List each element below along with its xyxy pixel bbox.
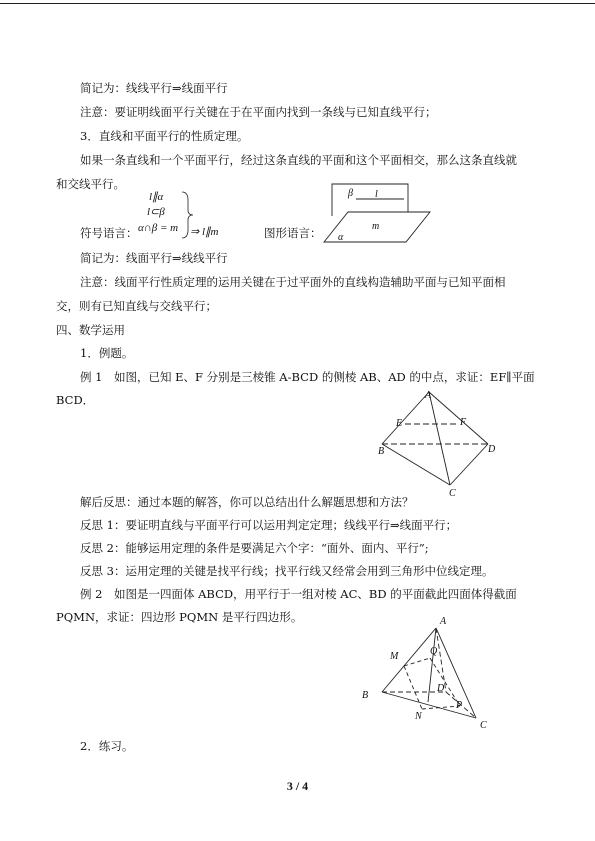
planes-figure	[320, 178, 430, 248]
text-line: 注意：要证明线面平行关键在于在平面内找到一条线与已知直线平行；	[80, 105, 437, 119]
label-A: A	[425, 390, 432, 401]
text-line: 和交线平行。	[56, 177, 125, 191]
text-line: 交，则有已知直线与交线平行；	[56, 299, 217, 313]
label-Q: Q	[430, 646, 438, 657]
text-line: 简记为：线面平行⇒线线平行	[80, 251, 228, 265]
text-line: 反思 2：能够运用定理的条件是要满足六个字：“面外、面内、平行”;	[80, 541, 429, 555]
text-line: 反思 1：要证明直线与平面平行可以运用判定定理；线线平行⇒线面平行；	[80, 518, 458, 532]
graphic-language-label: 图形语言：	[264, 226, 322, 240]
condition-1: l∥α	[149, 191, 164, 203]
label-B: B	[362, 690, 369, 701]
section-heading: 3．直线和平面平行的性质定理。	[80, 129, 249, 143]
text-line: 简记为：线线平行⇒线面平行	[80, 81, 228, 95]
condition-3: α∩β = m	[138, 222, 179, 234]
text-line: BCD．	[56, 393, 95, 407]
label-M: M	[390, 651, 399, 662]
example-1: 例 1 如图，已知 E、F 分别是三棱锥 A-BCD 的侧棱 AB、AD 的中点，求证：EF∥平面	[80, 370, 535, 384]
label-C: C	[480, 720, 487, 731]
text-line: 反思 3：运用定理的关键是找平行线；找平行线又经常会用到三角形中位线定理。	[80, 564, 494, 578]
text-line: 2．练习。	[80, 739, 134, 753]
label-E: E	[396, 418, 403, 429]
text-line: 1．例题。	[80, 346, 134, 360]
label-D: D	[437, 683, 445, 694]
conclusion: ⇒ l∥m	[190, 226, 219, 238]
text-line: PQMN，求证：四边形 PQMN 是平行四边形。	[56, 610, 303, 624]
header-rule	[0, 3, 595, 4]
tetrahedron-figure-2	[360, 614, 500, 734]
text-line: 如果一条直线和一个平面平行，经过这条直线的平面和这个平面相交，那么这条直线就	[80, 153, 517, 167]
label-D: D	[488, 444, 496, 455]
label-N: N	[415, 711, 422, 722]
text-line: 注意：线面平行性质定理的运用关键在于过平面外的直线构造辅助平面与已知平面相	[80, 275, 506, 289]
symbolic-language-label: 符号语言：	[80, 226, 138, 240]
label-m: m	[372, 221, 380, 232]
label-l: l	[375, 189, 378, 200]
label-beta: β	[348, 188, 353, 199]
section-heading: 四、数学运用	[56, 323, 125, 337]
label-C: C	[449, 488, 456, 499]
tetrahedron-figure-1	[376, 388, 516, 498]
label-A: A	[440, 616, 447, 627]
label-alpha: α	[338, 232, 344, 243]
label-P: P	[456, 700, 463, 711]
text-line: 解后反思：通过本题的解答，你可以总结出什么解题思想和方法？	[80, 495, 414, 509]
page-number: 3 / 4	[286, 779, 309, 793]
label-B: B	[378, 446, 385, 457]
label-F: F	[460, 417, 467, 428]
example-2: 例 2 如图是一四面体 ABCD，用平行于一组对棱 AC、BD 的平面截此四面体得截面	[80, 587, 517, 601]
condition-2: l⊂β	[147, 206, 165, 218]
